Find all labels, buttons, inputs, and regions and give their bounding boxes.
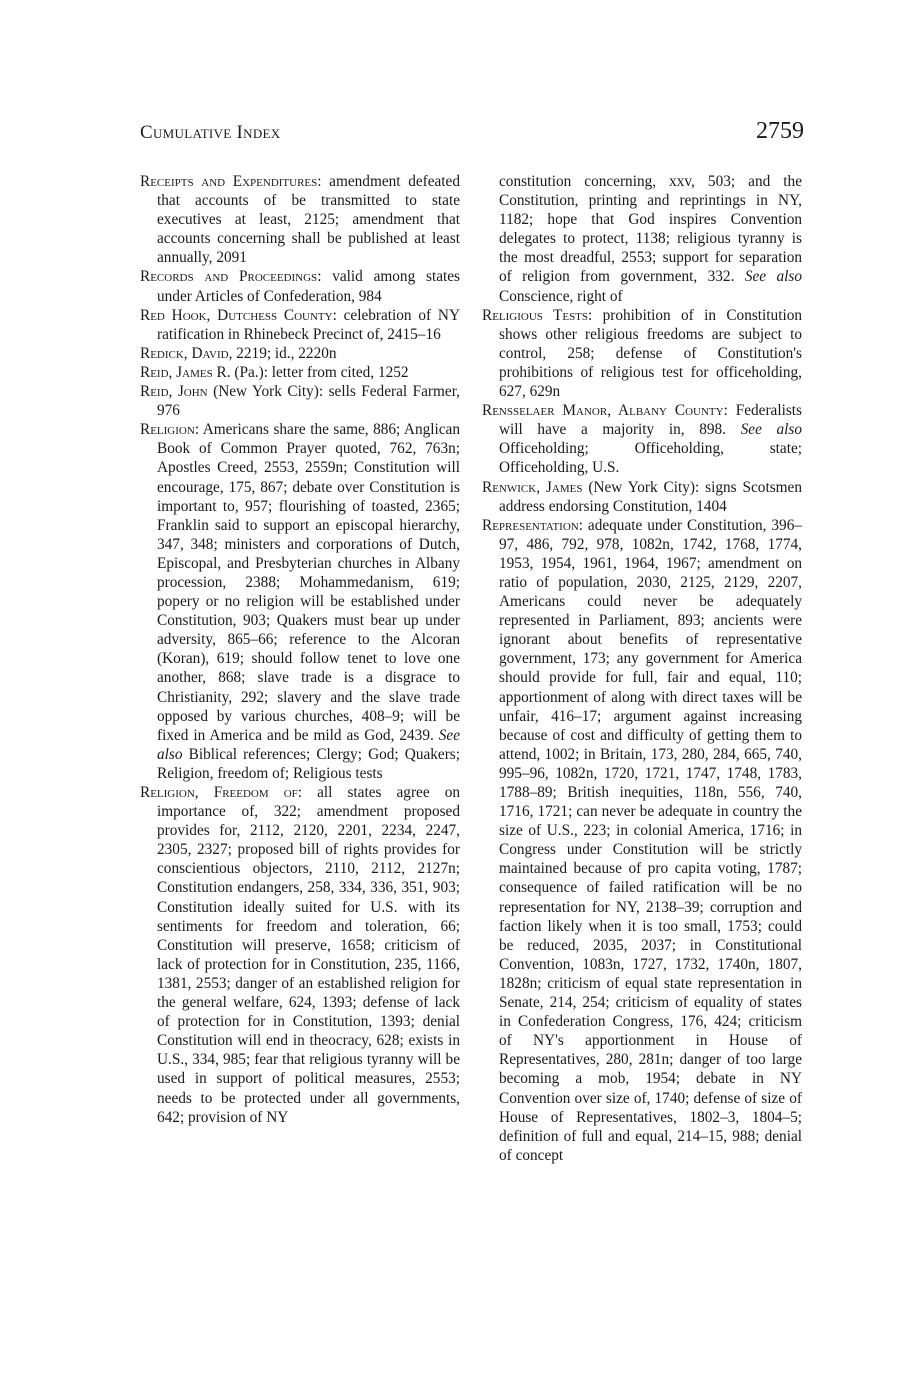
entry-heading: Renwick, James xyxy=(482,478,583,496)
entry-heading: Receipts and Expenditures xyxy=(140,173,318,190)
entry-text: : Federalists will have a majority in, 898. xyxy=(499,402,802,439)
entry-heading: Religion xyxy=(140,421,195,439)
entry-text: : amendment defeated that accounts of be transmitted to state executives at least, 2125; amendment that accounts concerning shall be published at least annually, 2091 xyxy=(157,173,460,267)
see-also-label: See also xyxy=(157,726,460,763)
entry-heading: Reid, James xyxy=(140,363,213,381)
entry-text: constitution concerning, xxv, 503; and the Constitution, printing and reprintings in NY, 1182; hope that God inspires Convention delegates to protect, 1138; religious tyranny is the most dreadful, 2553; support for separation of religion from government, 332. xyxy=(499,173,802,286)
entry-heading: Religious Tests xyxy=(482,306,589,324)
entry-text: , 2219; id., 2220n xyxy=(228,344,337,362)
entry-heading: Redick, David xyxy=(140,344,229,362)
index-entry xyxy=(140,306,460,344)
entry-text: : celebration of NY ratification in Rhinebeck Precinct of, 2415–16 xyxy=(157,306,460,343)
index-entry xyxy=(482,516,802,1165)
index-entry xyxy=(140,783,460,1127)
entry-heading: Reid, John xyxy=(140,383,208,401)
index-entry xyxy=(482,401,802,477)
entry-heading: Religion, Freedom of xyxy=(140,784,298,801)
entry-text: : Americans share the same, 886; Anglican Book of Common Prayer quoted, 762, 763n; Apostles Creed, 2553, 2559n; Constitution will encourage, 175, 867; debate over Constitution is important to, 957; flourishing of toasted, 2365; Franklin said to support an episcopal hierarchy, 347, 348; ministers and corporations of Dutch, Episcopal, and Presbyterian churches in Albany procession, 2388; Mohammedanism, 619; popery or no religion will be established under Constitution, 903; Quakers must bear up under adversity, 865–66; reference to the Alcoran (Koran), 619; should follow tenet to love one another, 868; slave trade is a disgrace to Christianity, 292; slavery and the slave trade opposed by various churches, 408–9; will be fixed in America and be mild as God, 2439. xyxy=(157,421,460,744)
entry-text: Conscience, right of xyxy=(499,287,623,305)
entry-heading: Records and Proceedings xyxy=(140,268,318,286)
index-column-right xyxy=(482,172,802,1165)
index-entry xyxy=(140,344,460,363)
index-entry xyxy=(482,306,802,401)
index-entry xyxy=(140,363,460,382)
entry-text: : adequate under Constitution, 396–97, 486, 792, 978, 1082n, 1742, 1768, 1774, 1953, 1954, 1961, 1964, 1967; amendment on ratio of population, 2030, 2125, 2129, 2207, Americans could never be adequately represented in Parliament, 893; ancients were ignorant about benefits of representative government, 173; any government for America should provide for full, fair and equal, 110; apportionment of along with direct taxes will be unfair, 416–17; argument against increasing because of cost and difficulty of getting them to attend, 1002; in Britain, 173, 280, 284, 665, 740, 995–96, 1082n, 1720, 1721, 1747, 1748, 1783, 1788–89; British inequities, 118n, 556, 740, 1716, 1721; can never be adequate in country the size of U.S., 223; in colonial America, 1716; in Congress under Constitution will be strictly maintained because of pro capita voting, 1787; consequence of failed ratification will be no representation for NY, 2138–39; corruption and faction likely when it is too small, 1753; could be reduced, 2035, 2037; in Constitutional Convention, 1083n, 1727, 1732, 1740n, 1807, 1828n; criticism of equal state representation in Senate, 214, 254; criticism of equality of states in Confederation Congress, 176, 424; criticism of NY's apportionment in House of Representatives, 280, 281n; danger of too large becoming a mob, 1954; debate in NY Convention over size of, 1740; defense of size of House of Representatives, 1802–3, 1804–5; definition of full and equal, 214–15, 988; denial of concept xyxy=(499,516,802,1164)
index-entry xyxy=(140,172,460,267)
entry-text: R. (Pa.): letter from cited, 1252 xyxy=(212,363,409,381)
index-entry xyxy=(140,382,460,420)
index-entry xyxy=(482,478,802,516)
entry-text: (New York City): sells Federal Farmer, 976 xyxy=(157,383,460,420)
index-entry xyxy=(140,420,460,783)
entry-text: : prohibition of in Constitution shows other religious freedoms are subject to control, 258; defense of Constitution's prohibitions of religious test for officeholding, 627, 629n xyxy=(499,306,803,401)
index-entry xyxy=(140,267,460,305)
entry-text: : valid among states under Articles of Confederation, 984 xyxy=(157,268,460,305)
entry-text: (New York City): signs Scotsmen address endorsing Constitution, 1404 xyxy=(499,478,802,515)
entry-heading: Representation xyxy=(482,516,579,534)
see-also-label: See also xyxy=(744,268,802,286)
page-number: 2759 xyxy=(756,118,804,144)
page-header xyxy=(140,118,804,152)
entry-heading: Red Hook, Dutchess County xyxy=(140,306,333,324)
see-also-label: See also xyxy=(740,421,802,439)
index-column-left xyxy=(140,172,460,1127)
entry-text: : all states agree on importance of, 322; amendment proposed provides for, 2112, 2120, 2201, 2234, 2247, 2305, 2327; proposed bill of rights provides for conscientious objectors, 2110, 2112, 2127n; Constitution endangers, 258, 334, 336, 351, 903; Constitution ideally suited for U.S. with its sentiments for freedom and toleration, 66; Constitution will preserve, 1658; criticism of lack of protection for in Constitution, 235, 1166, 1381, 2553; danger of an established religion for the general welfare, 624, 1393; defense of lack of protection for in Constitution, 1393; denial Constitution will end in theocracy, 628; exists in U.S., 334, 985; fear that religious tyranny will be used in support of political measures, 2553; needs to be protected under all governments, 642; provision of NY xyxy=(157,784,460,1126)
entry-text: Biblical references; Clergy; God; Quakers; Religion, freedom of; Religious tests xyxy=(157,745,460,782)
running-head: Cumulative Index xyxy=(140,122,281,143)
entry-heading: Rensselaer Manor, Albany County xyxy=(482,402,724,420)
entry-text: Officeholding; Officeholding, state; Officeholding, U.S. xyxy=(499,440,802,477)
index-entry-continuation xyxy=(482,172,802,306)
